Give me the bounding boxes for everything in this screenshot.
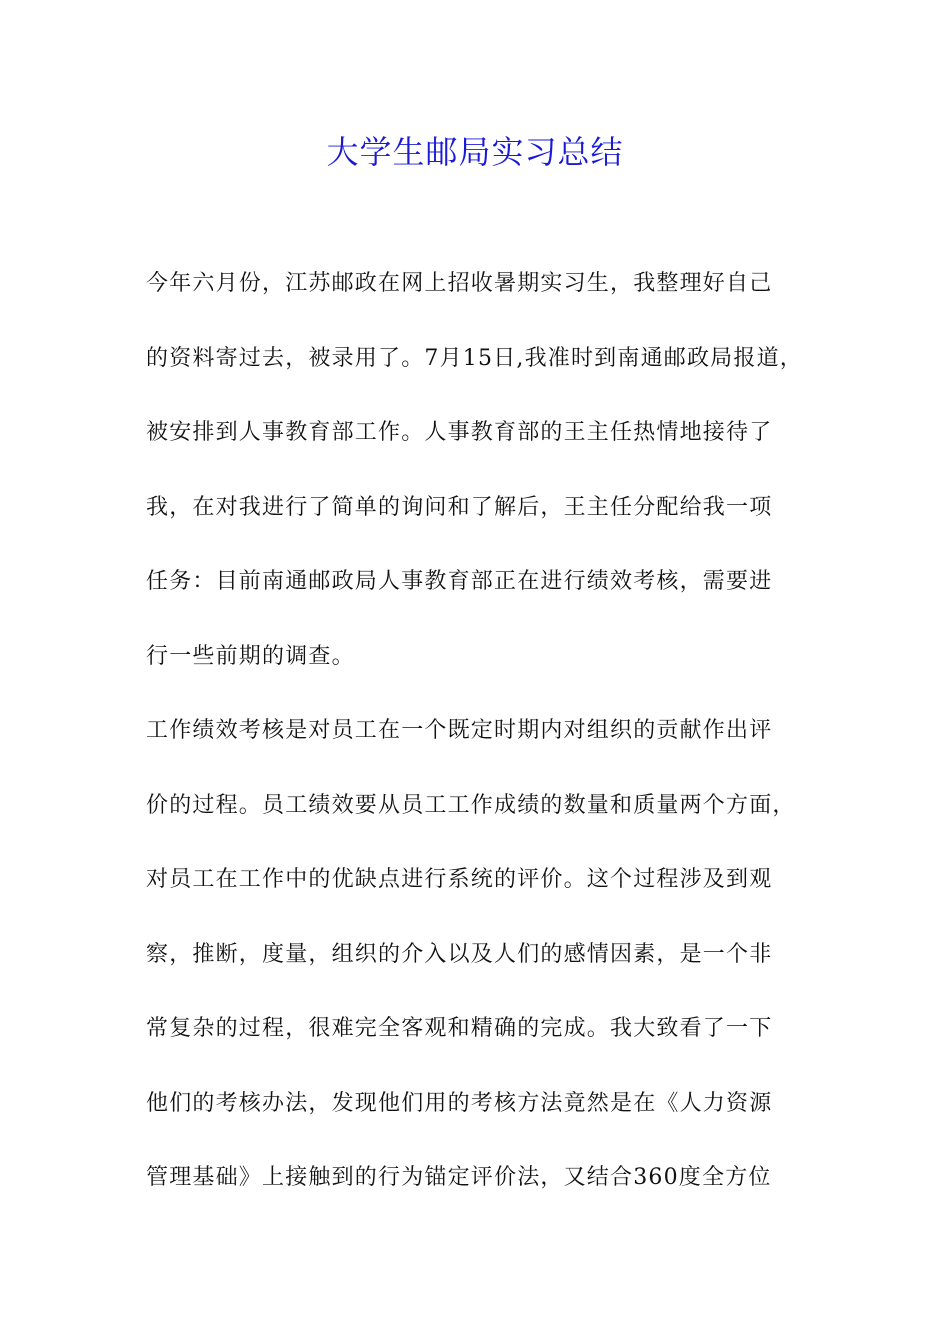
text-line: 行一些前期的调查。 [146,643,355,669]
text-line: 价的过程。员工绩效要从员工工作成绩的数量和质量两个方面， [146,792,796,818]
text-line: 的资料寄过去，被录用了。7月15日,我准时到南通邮政局报道， [146,345,803,371]
text-line: 管理基础》上接触到的行为锚定评价法，又结合360度全方位 [146,1165,772,1190]
text-line: 任务：目前南通邮政局人事教育部正在进行绩效考核，需要进 [146,569,773,594]
document-title: 大学生邮局实习总结 [326,133,624,171]
document-body [146,260,806,1229]
text-line: 他们的考核办法，发现他们用的考核方法竟然是在《人力资源 [146,1090,773,1116]
text-line: 被安排到人事教育部工作。人事教育部的王主任热情地接待了 [146,420,773,445]
text-line: 工作绩效考核是对员工在一个既定时期内对组织的贡献作出评 [146,718,773,743]
text-line: 我，在对我进行了简单的询问和了解后，王主任分配给我一项 [146,494,773,520]
text-line: 今年六月份，江苏邮政在网上招收暑期实习生，我整理好自己 [146,271,773,296]
text-line: 察，推断，度量，组织的介入以及人们的感情因素，是一个非 [146,941,773,967]
text-line: 对员工在工作中的优缺点进行系统的评价。这个过程涉及到观 [146,867,773,892]
text-line: 常复杂的过程，很难完全客观和精确的完成。我大致看了一下 [146,1016,773,1041]
